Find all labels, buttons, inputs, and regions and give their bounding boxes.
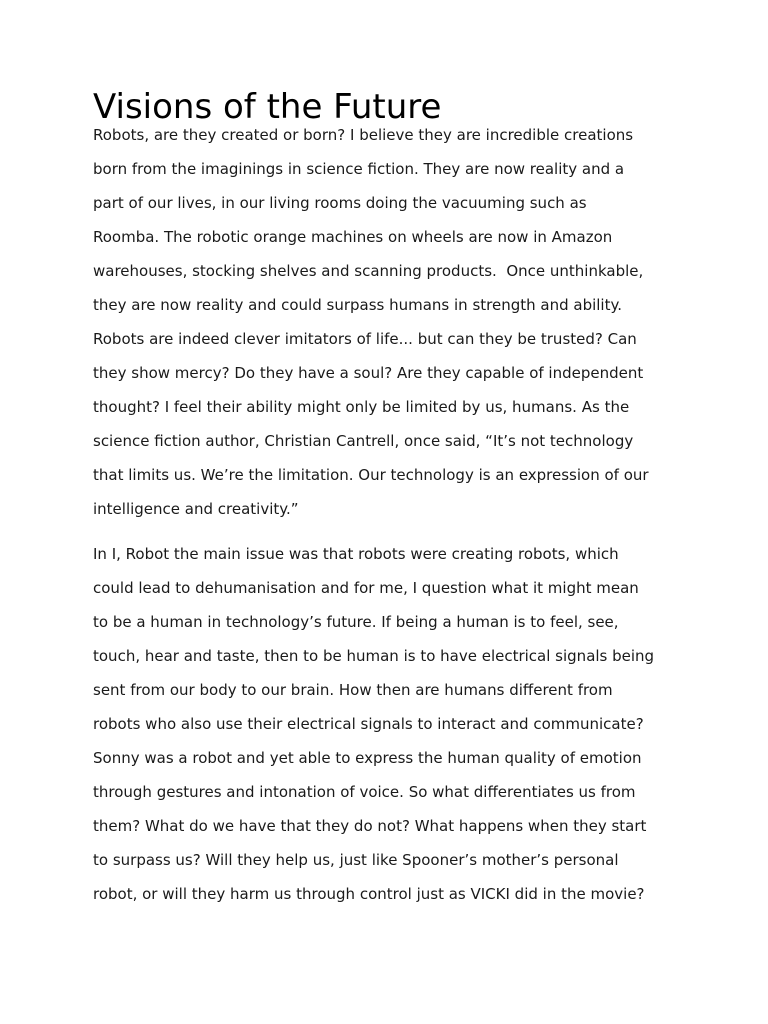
paragraph-line: sent from our body to our brain. How then are humans different from	[93, 681, 613, 699]
paragraph-line: Sonny was a robot and yet able to express the human quality of emotion	[93, 749, 642, 767]
paragraph-line: could lead to dehumanisation and for me, I question what it might mean	[93, 579, 639, 597]
paragraph-line: Robots, are they created or born? I believe they are incredible creations	[93, 126, 634, 144]
paragraph-line: to surpass us? Will they help us, just like Spooner’s mother’s personal	[93, 851, 619, 869]
paragraph-line: part of our lives, in our living rooms doing the vacuuming such as	[93, 194, 587, 212]
paragraph-2	[93, 537, 654, 911]
paragraph-line: through gestures and intonation of voice. So what differentiates us from	[93, 783, 636, 801]
paragraph-line: robots who also use their electrical signals to interact and communicate?	[93, 715, 644, 733]
paragraph-line: warehouses, stocking shelves and scanning products. Once unthinkable,	[93, 262, 644, 280]
paragraph-line: to be a human in technology’s future. If being a human is to feel, see,	[93, 613, 619, 631]
paragraph-line: that limits us. We’re the limitation. Our technology is an expression of our	[93, 466, 649, 484]
paragraph-line: science fiction author, Christian Cantrell, once said, “It’s not technology	[93, 432, 634, 450]
paragraph-line: intelligence and creativity.”	[93, 500, 299, 518]
paragraph-line: touch, hear and taste, then to be human is to have electrical signals being	[93, 647, 655, 665]
paragraph-line: In I, Robot the main issue was that robots were creating robots, which	[93, 545, 619, 563]
paragraph-line: they are now reality and could surpass humans in strength and ability.	[93, 296, 622, 314]
paragraph-line: Roomba. The robotic orange machines on wheels are now in Amazon	[93, 228, 613, 246]
paragraph-line: thought? I feel their ability might only be limited by us, humans. As the	[93, 398, 630, 416]
paragraph-line: Robots are indeed clever imitators of life... but can they be trusted? Can	[93, 330, 637, 348]
paragraph-line: born from the imaginings in science fiction. They are now reality and a	[93, 160, 625, 178]
document-title: Visions of the Future	[93, 87, 442, 127]
paragraph-line: them? What do we have that they do not? What happens when they start	[93, 817, 647, 835]
paragraph-1	[93, 118, 649, 526]
paragraph-line: robot, or will they harm us through control just as VICKI did in the movie?	[93, 885, 645, 903]
paragraph-line: they show mercy? Do they have a soul? Are they capable of independent	[93, 364, 644, 382]
